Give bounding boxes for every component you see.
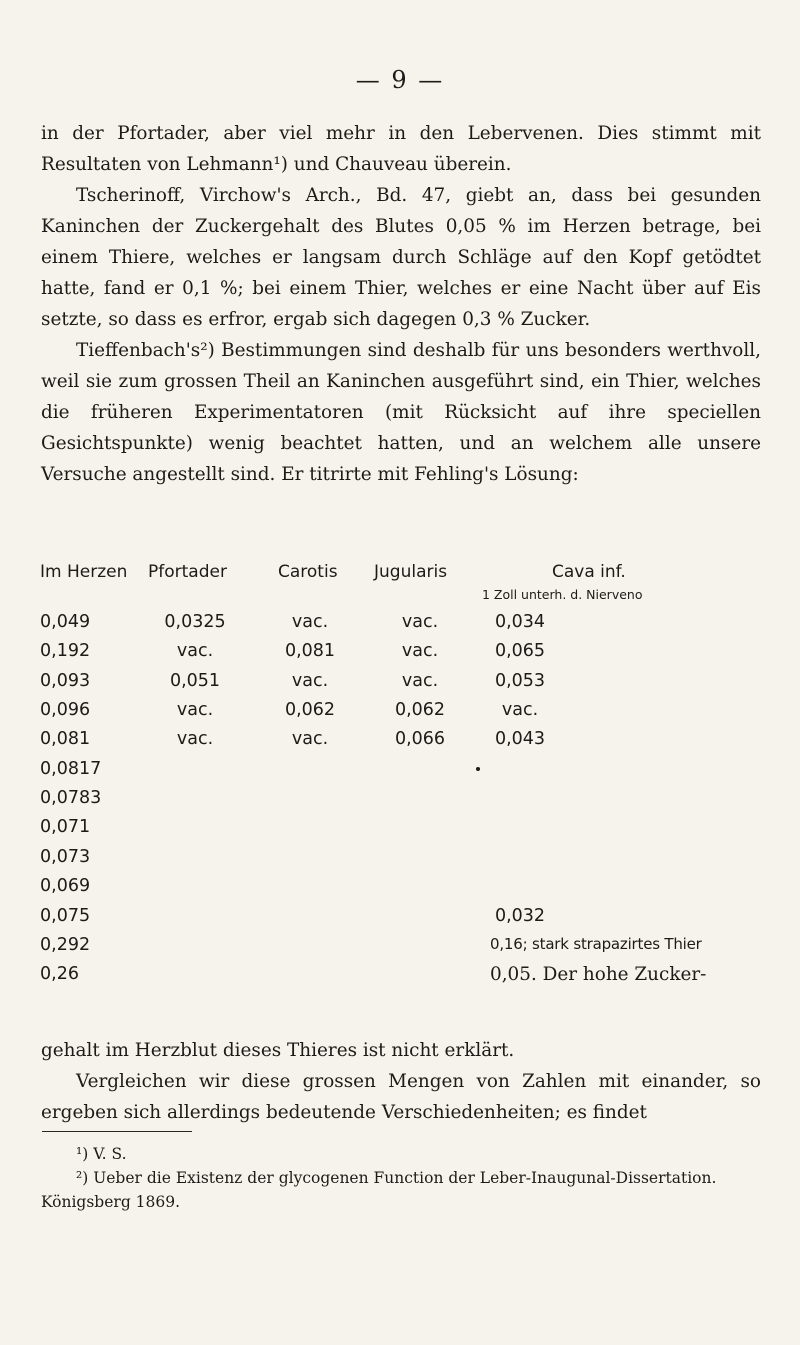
table-cell: 0,053: [494, 670, 546, 691]
table-cell: 0,26: [40, 964, 79, 985]
table-cell: vac.: [401, 612, 439, 632]
after-table-text: [41, 1035, 761, 1128]
table-cell: vac.: [401, 641, 439, 662]
table-cell: vac.: [291, 612, 329, 632]
table-cell: 0,0325: [164, 612, 226, 632]
table-cell: 0,075: [40, 905, 91, 926]
header-jugularis: Jugularis: [374, 562, 448, 582]
table-cell: vac.: [401, 670, 439, 691]
header-cava-inf: Cava inf.: [552, 562, 626, 582]
table-cell: vac.: [176, 641, 214, 662]
table-cell: vac.: [176, 729, 214, 750]
table-cell: 0,071: [40, 817, 91, 838]
table-cell: 0,065: [494, 641, 546, 662]
table-cell: 0,032: [494, 905, 546, 926]
footnote-1: ¹) V. S.: [76, 1145, 127, 1163]
table-cell: vac.: [291, 670, 329, 691]
header-im-herzen: Im Herzen: [40, 562, 128, 582]
table-cell: 0,073: [40, 846, 91, 867]
table-cell: 0,093: [40, 670, 91, 691]
paragraph-1: in der Pfortader, aber viel mehr in den Lebervenen. Dies stimmt mit Resultaten von Lehmann¹) und Chauveau überein.: [41, 123, 761, 175]
header-pfortader: Pfortader: [148, 562, 227, 582]
table-cell: 0,062: [394, 700, 446, 721]
footnotes: [41, 1142, 761, 1214]
table-cell: 0,062: [284, 700, 336, 721]
table-cell: 0,096: [40, 700, 91, 721]
table-cell: 0,049: [40, 612, 91, 632]
after-table-paragraph: Vergleichen wir diese grossen Mengen von Zahlen mit einander, so ergeben sich allerdings bedeutende Verschiedenheiten; es findet: [41, 1071, 761, 1123]
table-cell: 0,034: [494, 612, 546, 632]
header-carotis: Carotis: [278, 562, 338, 582]
table-cell: vac.: [501, 700, 539, 721]
paragraph-3: Tieffenbach's²) Bestimmungen sind deshalb für uns besonders werthvoll, weil sie zum grossen Theil an Kaninchen ausgeführt sind, ein Thier, welches die früheren Experimentatoren (mit Rücksicht auf ihre speciellen Gesichtspunkte) wenig beachtet hatten, und an welchem alle unsere Versuche angestellt sind. Er titrirte mit Fehling's Lösung:: [41, 340, 761, 485]
page-number: — 9 —: [355, 66, 445, 94]
table-cell: 0,0783: [40, 788, 102, 809]
table-cell: 0,0817: [40, 758, 102, 779]
table-cell: 0,081: [284, 641, 336, 662]
table-cell: 0,043: [494, 729, 546, 750]
table-cell: vac.: [176, 700, 214, 721]
table-cell: 0,051: [169, 670, 221, 691]
table-cell: 0,081: [40, 729, 91, 750]
footnote-2: ²) Ueber die Existenz der glycogenen Function der Leber-Inaugunal-Dissertation. Königsberg 1869.: [41, 1169, 717, 1211]
table-cell: 0,292: [40, 934, 91, 955]
table-cell: 0,192: [40, 641, 91, 662]
body-text: [41, 118, 761, 490]
table-cell: 0,05. Der hohe Zucker-: [490, 964, 707, 986]
table-cell: 0,069: [40, 876, 91, 897]
header-cava-subtitle: 1 Zoll unterh. d. Nierveno: [482, 587, 643, 602]
footnote-rule: [42, 1131, 192, 1132]
table-cell: 0,066: [394, 729, 446, 750]
table-cell: vac.: [291, 729, 329, 750]
paragraph-2: Tscherinoff, Virchow's Arch., Bd. 47, giebt an, dass bei gesunden Kaninchen der Zuckergehalt des Blutes 0,05 % im Herzen betrage, bei einem Thiere, welches er langsam durch Schläge auf den Kopf getödtet hatte, fand er 0,1 %; bei einem Thier, welches er eine Nacht über auf Eis setzte, so dass es erfror, ergab sich dagegen 0,3 % Zucker.: [41, 185, 761, 330]
after-table-line-1: gehalt im Herzblut dieses Thieres ist nicht erklärt.: [41, 1040, 515, 1061]
stray-dot: [476, 767, 480, 771]
table-cell: 0,16; stark strapazirtes Thier: [490, 934, 702, 953]
